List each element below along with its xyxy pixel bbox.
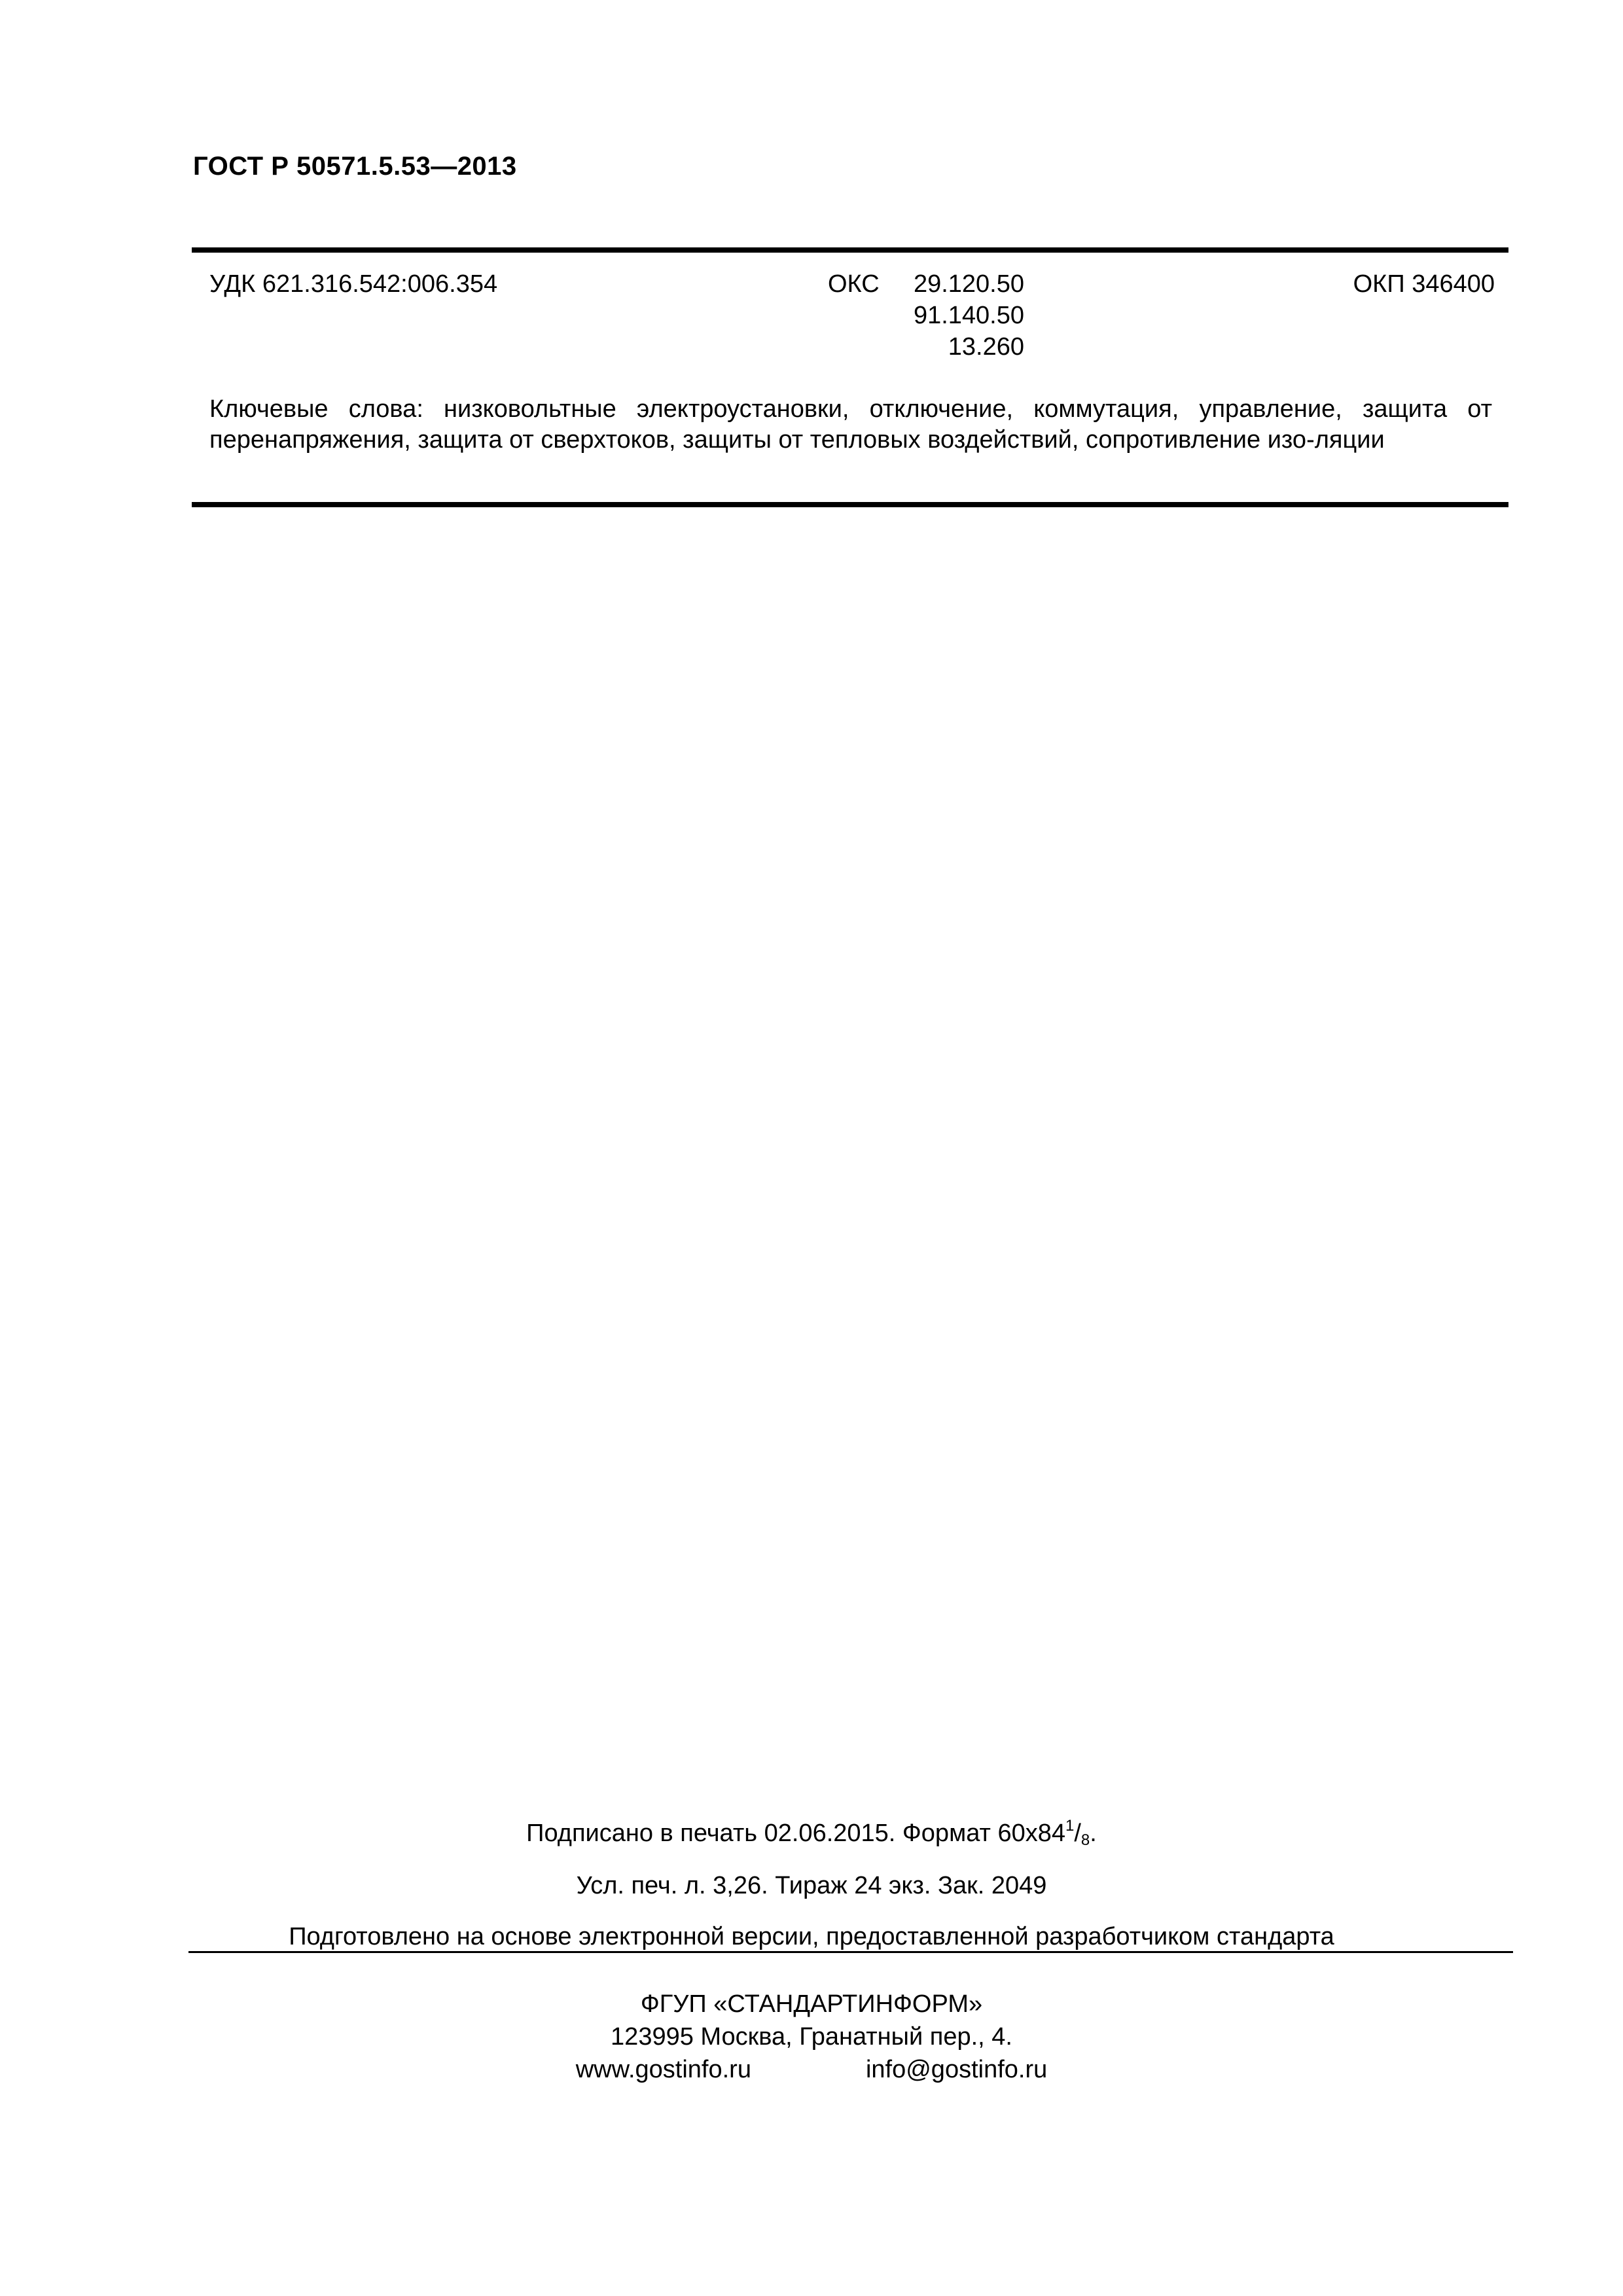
publisher-contacts xyxy=(0,2054,1623,2085)
udk-code: УДК 621.316.542:006.354 xyxy=(209,270,498,298)
top-divider xyxy=(192,247,1508,253)
okp-code: ОКП 346400 xyxy=(1353,270,1495,298)
print-info: Усл. печ. л. 3,26. Тираж 24 экз. Зак. 2049 xyxy=(576,1872,1047,1899)
format-sup: 1 xyxy=(1065,1817,1075,1835)
oks-code: 29.120.50 xyxy=(913,270,1024,298)
publisher-email[interactable]: info@gostinfo.ru xyxy=(865,2056,1048,2083)
bottom-divider xyxy=(192,502,1508,507)
oks-label: ОКС xyxy=(828,270,880,298)
format-end: . xyxy=(1090,1820,1097,1847)
oks-block xyxy=(828,268,1024,363)
signed-line xyxy=(0,1818,1623,1849)
publisher-website[interactable]: www.gostinfo.ru xyxy=(575,2056,751,2083)
keywords-paragraph: Ключевые слова: низковольтные электроустановки, отключение, коммутация, управление, защита от перенапряжения, защита от сверхтоков, защиты от тепловых воздействий, сопротивление изо-ляции xyxy=(209,395,1492,454)
signed-text: Подписано в печать 02.06.2015. Формат 60x84 xyxy=(526,1820,1065,1847)
publisher-address: 123995 Москва, Гранатный пер., 4. xyxy=(611,2023,1012,2051)
imprint-divider xyxy=(188,1951,1513,1953)
format-sub: 8 xyxy=(1080,1831,1090,1849)
prepared-note: Подготовлено на основе электронной версии, предоставленной разработчиком стандарта xyxy=(289,1923,1334,1950)
document-code: ГОСТ Р 50571.5.53—2013 xyxy=(193,152,517,181)
format-slash: / xyxy=(1074,1820,1081,1847)
publisher-name: ФГУП «СТАНДАРТИНФОРМ» xyxy=(640,1990,983,2018)
oks-code: 91.140.50 xyxy=(913,302,1024,329)
oks-codes xyxy=(893,268,1024,363)
oks-code: 13.260 xyxy=(948,333,1024,361)
